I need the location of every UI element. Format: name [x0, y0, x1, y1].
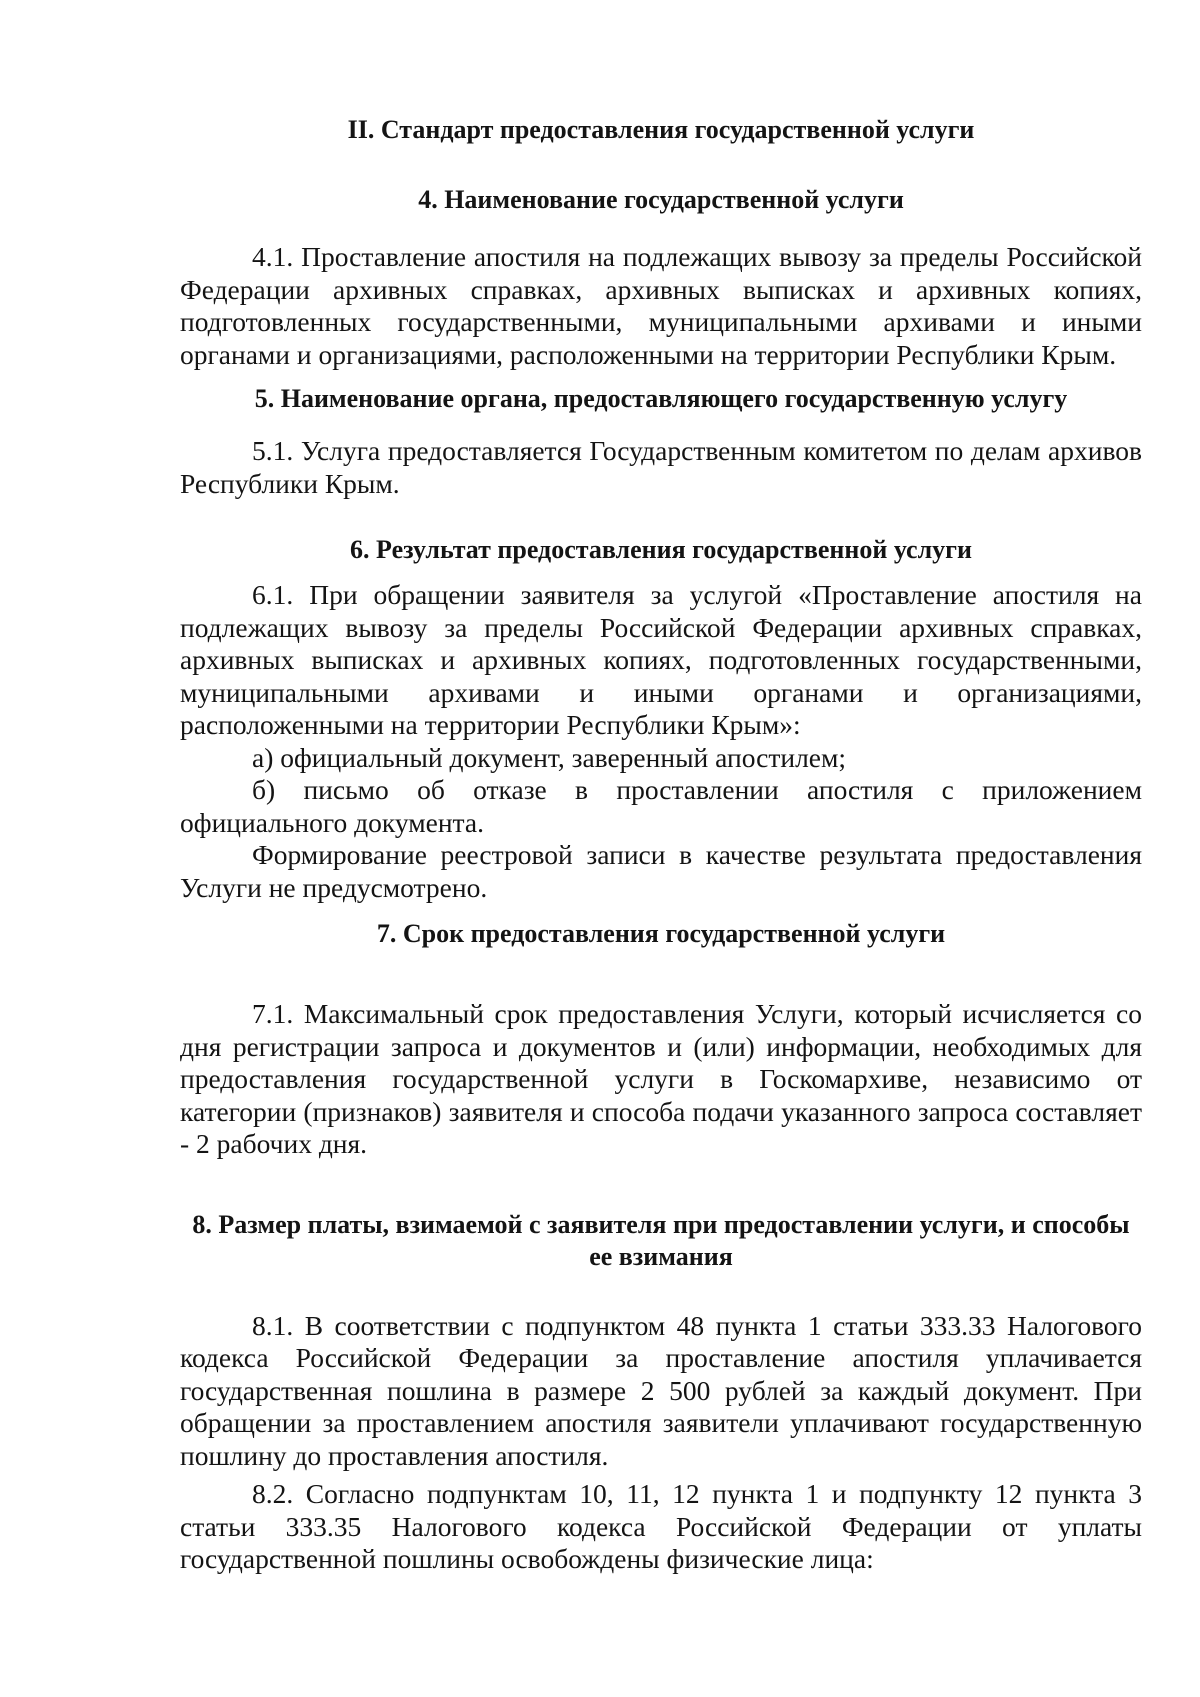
document-page — [180, 100, 1142, 1576]
heading-fee: 8. Размер платы, взимаемой с заявителя при предоставлении услуги, и способы ее взимания — [192, 1209, 1130, 1271]
paragraph-5-1: 5.1. Услуга предоставляется Государственным комитетом по делам архивов Республики Крым. — [180, 435, 1142, 499]
paragraph-4-1: 4.1. Проставление апостиля на подлежащих вывозу за пределы Российской Федерации архивных справках, архивных выписках и архивных копиях, подготовленных государственными, муниципальными архивами и иными органами и организациями, расположенными на территории Республики Крым. — [180, 241, 1142, 370]
heading-authority: 5. Наименование органа, предоставляющего государственную услугу — [254, 384, 1068, 413]
list-item-b: б) письмо об отказе в проставлении апостиля с приложением официального документа. — [180, 774, 1142, 838]
section-title: II. Стандарт предоставления государственной услуги — [347, 115, 975, 144]
paragraph-8-2: 8.2. Согласно подпунктам 10, 11, 12 пункта 1 и подпункту 12 пункта 3 статьи 333.35 Налогового кодекса Российской Федерации от уплаты государственной пошлины освобождены физические лица: — [180, 1478, 1142, 1574]
heading-result: 6. Результат предоставления государственной услуги — [350, 535, 972, 564]
paragraph-6-2: Формирование реестровой записи в качестве результата предоставления Услуги не предусмотрено. — [180, 839, 1142, 903]
heading-term: 7. Срок предоставления государственной услуги — [376, 919, 946, 948]
paragraph-6-1: 6.1. При обращении заявителя за услугой «Проставление апостиля на подлежащих вывозу за пределы Российской Федерации архивных справках, архивных выписках и архивных копиях, подготовленных государственными, муниципальными архивами и иными органами и организациями, расположенными на территории Республики Крым»: — [180, 579, 1142, 740]
paragraph-7-1: 7.1. Максимальный срок предоставления Услуги, который исчисляется со дня регистрации запроса и документов и (или) информации, необходимых для предоставления государственной услуги в Госкомархиве, независимо от категории (признаков) заявителя и способа подачи указанного запроса составляет - 2 рабочих дня. — [180, 998, 1142, 1159]
paragraph-8-1: 8.1. В соответствии с подпунктом 48 пункта 1 статьи 333.33 Налогового кодекса Российской Федерации за проставление апостиля уплачивается государственная пошлина в размере 2 500 рублей за каждый документ. При обращении за проставлением апостиля заявители уплачивают государственную пошлину до проставления апостиля. — [180, 1309, 1142, 1471]
heading-service-name: 4. Наименование государственной услуги — [418, 185, 904, 214]
list-item-a: а) официальный документ, заверенный апостилем; — [252, 741, 847, 773]
